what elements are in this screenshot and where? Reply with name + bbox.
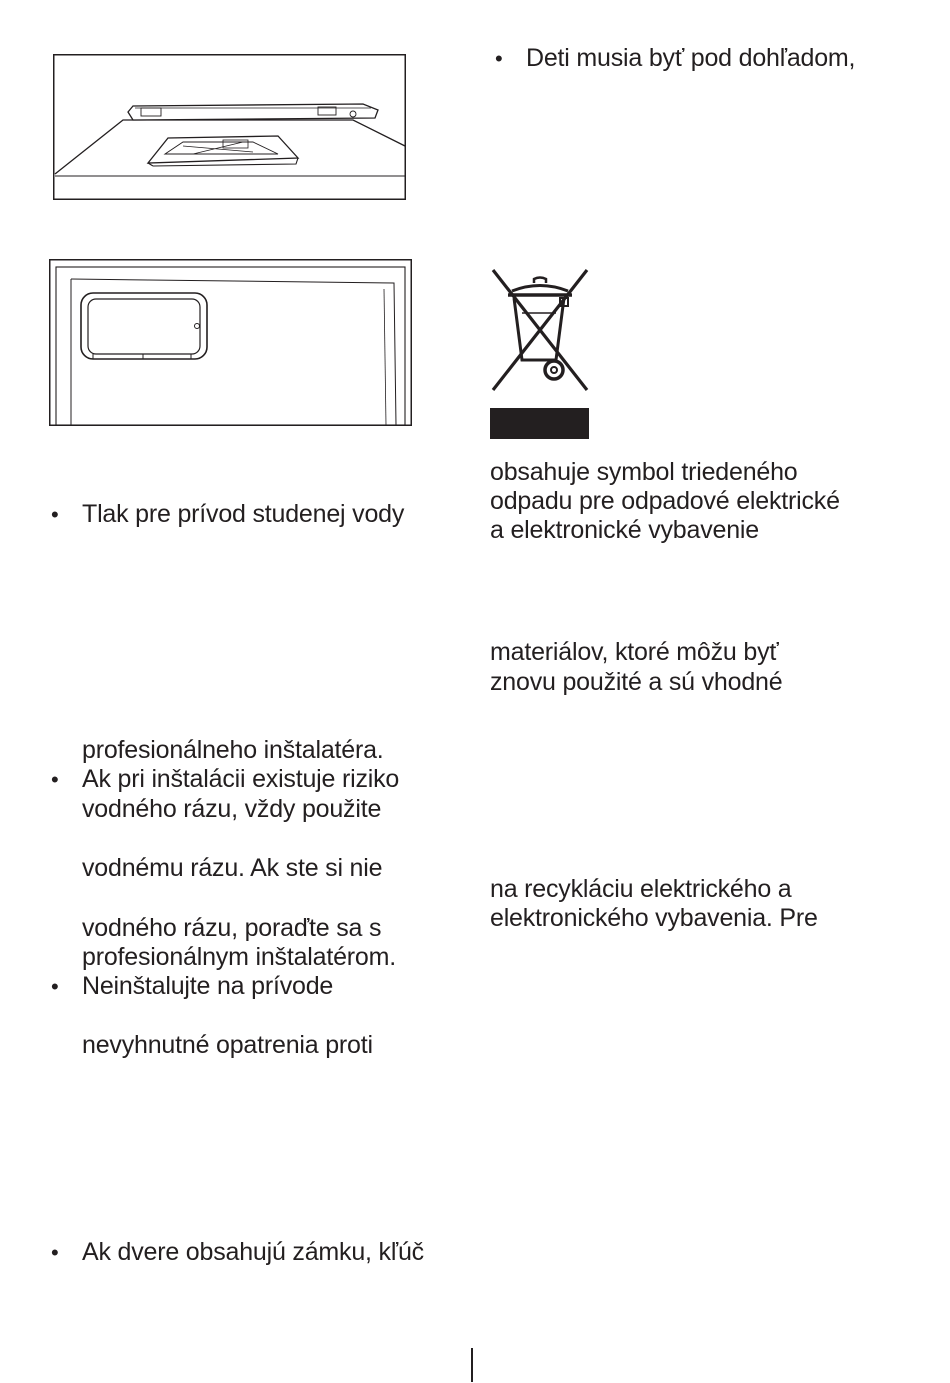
no-install-line-1: Neinštalujte na prívode [82,972,334,1000]
installer-text: profesionálneho inštalatéra. [82,736,384,764]
page-divider-mark [471,1348,473,1382]
water-hammer-line-5: profesionálnym inštalatérom. [82,943,396,971]
fridge-door-figure [49,259,412,426]
materials-line-1: materiálov, ktoré môžu byť [490,638,779,666]
water-hammer-line-2: vodného rázu, vždy použite [82,795,382,823]
water-pressure-text: Tlak pre prívod studenej vody [82,500,405,528]
water-hammer-line-3: vodnému rázu. Ak ste si nie [82,854,383,882]
weee-symbol [490,268,590,440]
bullet: • [51,502,59,527]
materials-line-2: znovu použité a sú vhodné [490,668,783,696]
weee-line-1: obsahuje symbol triedeného [490,458,798,486]
recycling-line-2: elektronického vybavenia. Pre [490,904,818,932]
fridge-door-icon [49,259,412,426]
water-hammer-line-1: Ak pri inštalácii existuje riziko [82,765,400,793]
fridge-top-hinge-figure [53,54,406,200]
water-hammer-line-4: vodného rázu, poraďte sa s [82,914,382,942]
weee-line-3: a elektronické vybavenie [490,516,759,544]
weee-solid-bar [490,408,589,439]
children-supervision-text: Deti musia byť pod dohľadom, [526,44,856,72]
bullet: • [51,974,59,999]
recycling-line-1: na recykláciu elektrického a [490,875,792,903]
door-lock-text: Ak dvere obsahujú zámku, kľúč [82,1238,424,1266]
bullet: • [51,767,59,792]
bullet: • [51,1240,59,1265]
fridge-top-hinge-icon [53,54,406,200]
weee-line-2: odpadu pre odpadové elektrické [490,487,840,515]
crossed-out-bin-icon [490,268,590,393]
bullet: • [495,46,503,71]
no-install-line-2: nevyhnutné opatrenia proti [82,1031,373,1059]
